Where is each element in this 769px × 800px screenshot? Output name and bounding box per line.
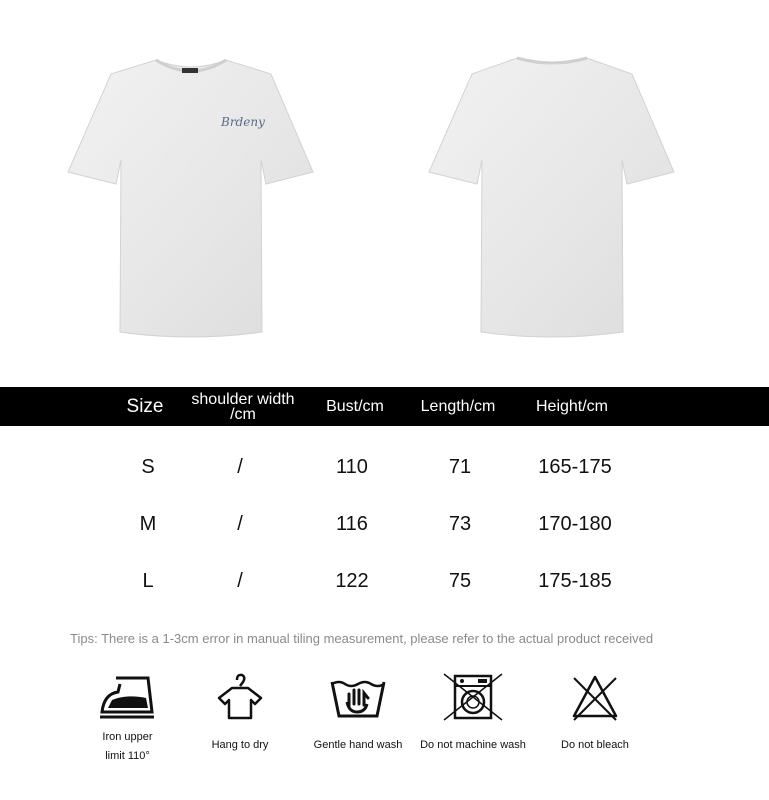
cell-bust: 116: [336, 512, 368, 535]
measurement-tips: Tips: There is a 1-3cm error in manual tiling measurement, please refer to the actual product received: [70, 631, 654, 646]
brand-script: Brdeny: [221, 115, 265, 129]
cell-bust: 122: [335, 569, 369, 592]
care-label-line1: Iron upper: [102, 731, 153, 743]
cell-shoulder: /: [237, 455, 243, 478]
header-shoulder-line1: shoulder width: [191, 390, 295, 408]
cell-length: 75: [448, 569, 472, 592]
no-bleach-icon: [570, 672, 620, 722]
care-item-hand-wash: [308, 672, 408, 755]
care-label-line2: limit 110°: [105, 750, 150, 762]
header-size: Size: [126, 396, 164, 417]
header-height: Height/cm: [535, 398, 609, 415]
cell-size: S: [141, 455, 155, 478]
cell-length: 73: [448, 512, 472, 535]
care-item-iron: [90, 672, 165, 766]
header-shoulder-width: [178, 387, 308, 426]
product-images: [0, 0, 769, 385]
header-length: Length/cm: [420, 398, 496, 415]
cell-shoulder: /: [237, 512, 243, 535]
table-row: [0, 566, 769, 596]
tshirt-back-image: [427, 52, 677, 342]
table-row: [0, 509, 769, 539]
care-label-line1: Do not bleach: [561, 739, 629, 751]
care-item-no-machine-wash: [413, 672, 533, 755]
cell-height: 165-175: [538, 455, 612, 478]
cell-size: L: [142, 569, 154, 592]
hanger-icon: [215, 672, 265, 722]
cell-length: 71: [448, 455, 472, 478]
cell-size: M: [139, 512, 157, 535]
size-table-header: [0, 387, 769, 426]
tshirt-front-image: [66, 52, 316, 342]
care-label-line1: Hang to dry: [211, 739, 269, 751]
care-label-line1: Do not machine wash: [420, 739, 526, 751]
care-item-no-bleach: [546, 672, 644, 755]
table-row: [0, 452, 769, 482]
cell-shoulder: /: [237, 569, 243, 592]
header-bust: Bust/cm: [326, 398, 384, 415]
hand-wash-icon: [329, 672, 387, 722]
care-item-hang: [200, 672, 280, 755]
cell-height: 175-185: [538, 569, 612, 592]
header-shoulder-line2: /cm: [230, 405, 256, 423]
iron-icon: [98, 672, 158, 722]
care-label-line1: Gentle hand wash: [313, 739, 403, 751]
cell-height: 170-180: [538, 512, 612, 535]
no-machine-wash-icon: [440, 672, 506, 722]
cell-bust: 110: [336, 455, 368, 478]
